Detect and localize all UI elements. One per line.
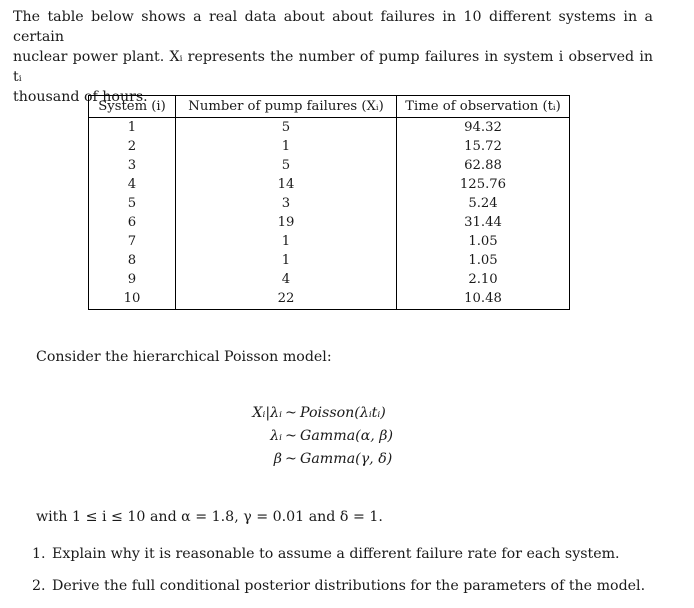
cell-system: 7 xyxy=(127,234,137,249)
table-row xyxy=(89,270,570,289)
cell-failures: 4 xyxy=(176,270,397,289)
header-pump-failures: Number of pump failures (Xᵢ) xyxy=(176,96,397,118)
table-row xyxy=(89,213,570,232)
cell-failures: 3 xyxy=(176,194,397,213)
cell-failures: 14 xyxy=(176,175,397,194)
cell-time: 1.05 xyxy=(397,251,570,270)
equation-lambda-prior xyxy=(230,425,393,448)
question-number: 1. xyxy=(32,546,46,562)
header-observation-time: Time of observation (tᵢ) xyxy=(397,96,570,118)
intro-line-1: The table below shows a real data about about failures in 10 different systems in a certain xyxy=(13,9,653,45)
cell-time: 10.48 xyxy=(397,289,570,310)
cell-system: 2 xyxy=(127,139,137,154)
intro-line-3: thousand of hours. xyxy=(13,89,148,105)
cell-failures: 5 xyxy=(176,118,397,138)
intro-line-2: nuclear power plant. Xᵢ represents the number of pump failures in system i observed in tᵢ xyxy=(13,49,653,85)
equation-rhs: Poisson(λᵢtᵢ) xyxy=(300,405,386,421)
cell-failures: 1 xyxy=(176,251,397,270)
table-row xyxy=(89,175,570,194)
cell-system: 6 xyxy=(127,215,137,230)
table-header-row xyxy=(89,96,570,118)
table-row xyxy=(89,251,570,270)
equation-likelihood xyxy=(230,402,393,425)
equation-lhs: λᵢ xyxy=(270,428,282,444)
equation-lhs: Xᵢ|λᵢ xyxy=(252,405,282,421)
header-system: System (i) xyxy=(89,96,176,118)
table-row xyxy=(89,156,570,175)
cell-time: 1.05 xyxy=(397,232,570,251)
cell-time: 62.88 xyxy=(397,156,570,175)
cell-system: 8 xyxy=(127,253,137,268)
list-item xyxy=(32,576,645,608)
cell-failures: 22 xyxy=(176,289,397,310)
question-text: Derive the full conditional posterior distributions for the parameters of the model. xyxy=(52,578,646,594)
cell-system: 4 xyxy=(127,177,137,192)
cell-failures: 5 xyxy=(176,156,397,175)
table-row xyxy=(89,289,570,310)
equation-beta-prior xyxy=(230,448,393,471)
cell-time: 15.72 xyxy=(397,137,570,156)
pump-failures-table xyxy=(88,95,570,310)
intro-paragraph xyxy=(13,7,653,107)
cell-failures: 1 xyxy=(176,137,397,156)
cell-time: 2.10 xyxy=(397,270,570,289)
cell-time: 94.32 xyxy=(397,118,570,138)
tilde-symbol: ~ xyxy=(285,405,297,421)
cell-system: 1 xyxy=(127,120,137,135)
tilde-symbol: ~ xyxy=(285,451,297,467)
cell-time: 125.76 xyxy=(397,175,570,194)
cell-failures: 1 xyxy=(176,232,397,251)
equation-lhs: β xyxy=(273,451,282,467)
cell-system: 10 xyxy=(89,289,176,310)
table-body xyxy=(89,118,570,310)
cell-time: 5.24 xyxy=(397,194,570,213)
question-text: Explain why it is reasonable to assume a different failure rate for each system. xyxy=(52,546,620,562)
model-equations xyxy=(230,402,393,471)
table-row xyxy=(89,232,570,251)
table-row xyxy=(89,137,570,156)
equation-rhs: Gamma(α, β) xyxy=(300,428,394,444)
table-row xyxy=(89,118,570,138)
cell-system: 5 xyxy=(127,196,137,211)
parameter-values-text: with 1 ≤ i ≤ 10 and α = 1.8, γ = 0.01 and δ = 1. xyxy=(36,509,383,525)
equation-rhs: Gamma(γ, δ) xyxy=(300,451,393,467)
model-intro-text: Consider the hierarchical Poisson model: xyxy=(36,349,332,365)
cell-failures: 19 xyxy=(176,213,397,232)
tilde-symbol: ~ xyxy=(285,428,297,444)
cell-system: 9 xyxy=(127,272,137,287)
cell-system: 3 xyxy=(127,158,137,173)
table-row xyxy=(89,194,570,213)
cell-time: 31.44 xyxy=(397,213,570,232)
list-item xyxy=(32,544,645,576)
question-list xyxy=(32,544,645,608)
question-number: 2. xyxy=(32,578,46,594)
